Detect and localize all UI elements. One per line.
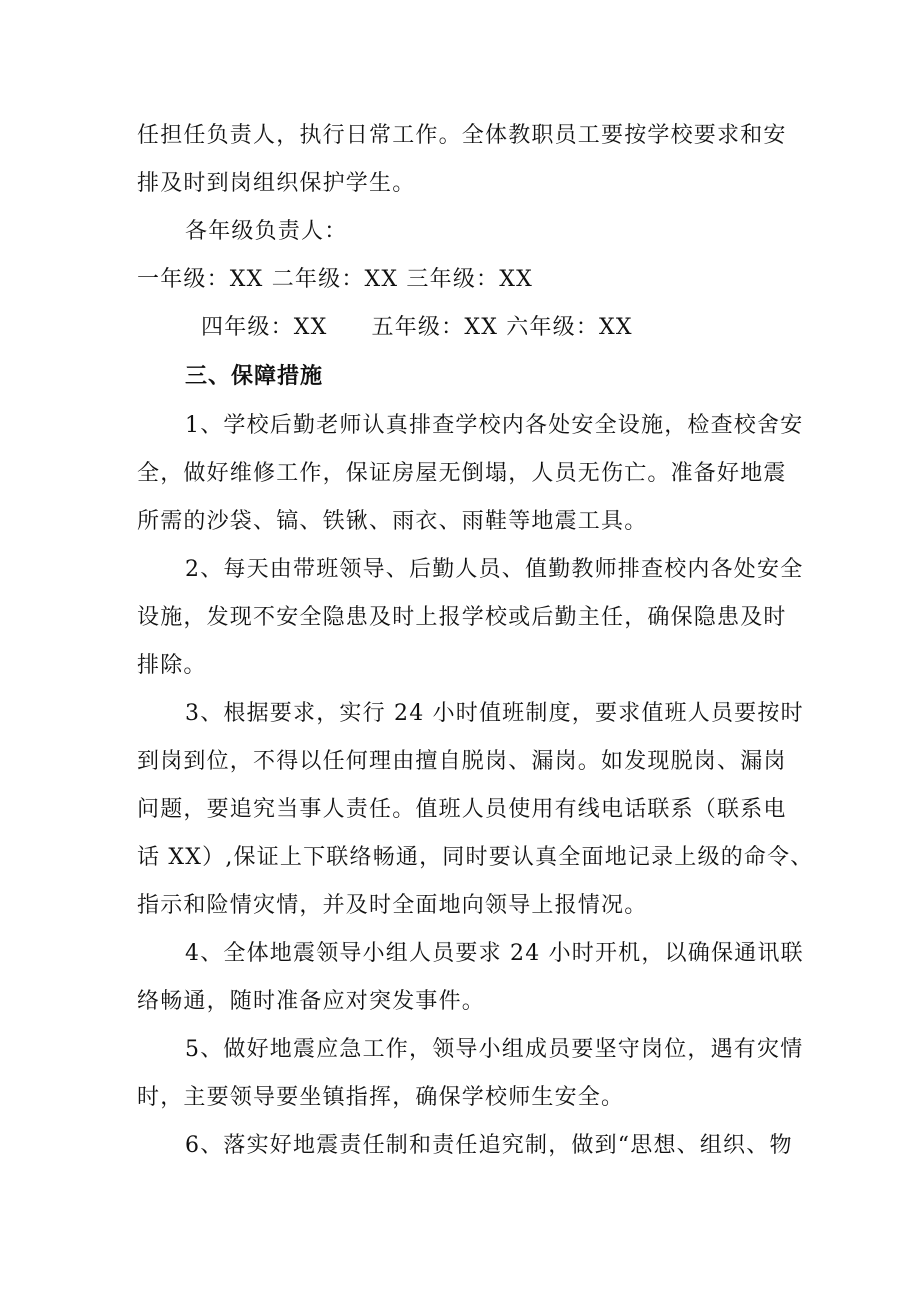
measure-item-3 [137, 690, 814, 930]
intro-paragraph [137, 112, 797, 208]
grades-row-1: 一年级：XX 二年级：XX 三年级：XX [137, 267, 533, 292]
section-3-title: 三、保障措施 [185, 364, 324, 389]
measure-3-line-3: 问题，要追究当事人责任。值班人员使用有线电话联系（联系电 [137, 797, 787, 822]
intro-line-2: 排及时到岗组织保护学生。 [137, 171, 416, 196]
grades-row-2-part-a: 四年级：XX [201, 315, 328, 340]
measure-4-line-1: 4、全体地震领导小组人员要求 24 小时开机，以确保通讯联 [185, 941, 804, 966]
measure-5-line-1: 5、做好地震应急工作，领导小组成员要坚守岗位，遇有灾情 [185, 1037, 804, 1062]
measure-1-line-1: 1、学校后勤老师认真排查学校内各处安全设施，检查校舍安 [185, 413, 804, 438]
measure-2-line-2: 设施，发现不安全隐患及时上报学校或后勤主任，确保隐患及时 [137, 605, 787, 630]
measure-3-line-4: 话 XX）,保证上下联络畅通，同时要认真全面地记录上级的命令、 [137, 845, 814, 870]
measure-item-5 [137, 1026, 804, 1122]
measure-3-line-1: 3、根据要求，实行 24 小时值班制度，要求值班人员要按时 [185, 701, 804, 726]
measure-6-line-1: 6、落实好地震责任制和责任追究制，做到“思想、组织、物 [185, 1133, 793, 1158]
measure-2-line-1: 2、每天由带班领导、后勤人员、值勤教师排查校内各处安全 [185, 557, 804, 582]
measure-1-line-2: 全，做好维修工作，保证房屋无倒塌，人员无伤亡。准备好地震 [137, 461, 787, 486]
measure-item-6 [137, 1122, 797, 1170]
grades-row-2-part-b: 五年级：XX 六年级：XX [371, 315, 633, 340]
measure-3-line-2: 到岗到位，不得以任何理由擅自脱岗、漏岗。如发现脱岗、漏岗 [137, 749, 787, 774]
measure-5-line-2: 时，主要领导要坐镇指挥，确保学校师生安全。 [137, 1085, 625, 1110]
measure-1-line-3: 所需的沙袋、镐、铁锹、雨衣、雨鞋等地震工具。 [137, 509, 648, 534]
document-page [137, 112, 814, 1170]
grades-row-2 [137, 304, 797, 352]
grades-label: 各年级负责人： [185, 219, 348, 244]
measure-item-1 [137, 402, 804, 546]
intro-line-1: 任担任负责人，执行日常工作。全体教职员工要按学校要求和安 [137, 123, 787, 148]
measure-2-line-3: 排除。 [137, 653, 207, 678]
measure-3-line-5: 指示和险情灾情，并及时全面地向领导上报情况。 [137, 893, 648, 918]
measure-4-line-2: 络畅通，随时准备应对突发事件。 [137, 989, 486, 1014]
measure-item-4 [137, 930, 804, 1026]
measure-item-2 [137, 546, 804, 690]
